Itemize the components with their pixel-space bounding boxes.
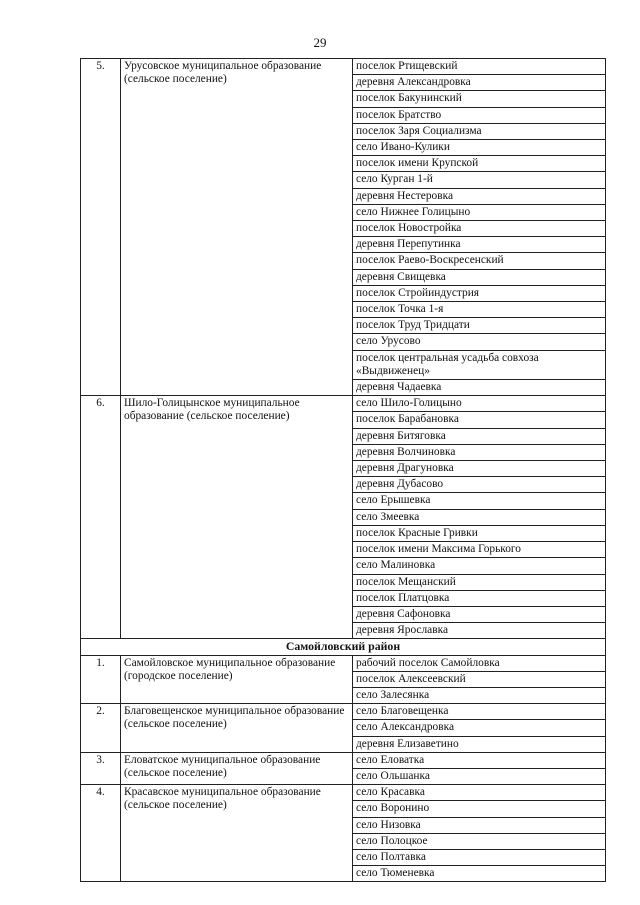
settlement-name: поселок Братство xyxy=(353,107,606,123)
settlement-name: поселок Красные Гривки xyxy=(353,525,606,541)
settlement-name: деревня Свищевка xyxy=(353,269,606,285)
settlement-name: село Ольшанка xyxy=(353,768,606,784)
settlement-name: село Красавка xyxy=(353,785,606,801)
settlement-name: село Залесянка xyxy=(353,687,606,703)
settlement-name: деревня Ярославка xyxy=(353,623,606,639)
settlement-name: село Шило-Голицыно xyxy=(353,396,606,412)
settlement-name: поселок Платцовка xyxy=(353,590,606,606)
settlement-name: поселок Новостройка xyxy=(353,221,606,237)
settlement-name: село Ивано-Кулики xyxy=(353,140,606,156)
settlement-name: село Урусово xyxy=(353,334,606,350)
settlement-name: село Тюменевка xyxy=(353,866,606,882)
municipality-name: Шило-Голицынское муниципальное образование (сельское поселение) xyxy=(121,396,353,639)
settlement-name: поселок имени Максима Горького xyxy=(353,542,606,558)
municipality-number: 1. xyxy=(81,655,121,704)
page-number: 29 xyxy=(313,35,327,50)
municipalities-table xyxy=(80,58,606,882)
settlement-name: деревня Чадаевка xyxy=(353,380,606,396)
settlement-name: село Малиновка xyxy=(353,558,606,574)
settlement-name: деревня Нестеровка xyxy=(353,188,606,204)
municipality-name: Урусовское муниципальное образование (сельское поселение) xyxy=(121,59,353,396)
table-row xyxy=(81,704,606,720)
settlement-name: поселок имени Крупской xyxy=(353,156,606,172)
municipality-number: 2. xyxy=(81,704,121,753)
settlement-name: село Полтавка xyxy=(353,849,606,865)
municipality-name: Еловатское муниципальное образование (сельское поселение) xyxy=(121,752,353,784)
settlement-name: деревня Сафоновка xyxy=(353,606,606,622)
settlement-name: поселок Стройиндустрия xyxy=(353,285,606,301)
settlement-name: деревня Дубасово xyxy=(353,477,606,493)
table-row xyxy=(81,396,606,412)
settlement-name: поселок Труд Тридцати xyxy=(353,318,606,334)
settlement-name: деревня Александровка xyxy=(353,75,606,91)
settlement-name: поселок Мещанский xyxy=(353,574,606,590)
settlement-name: село Александровка xyxy=(353,720,606,736)
municipality-name: Самойловское муниципальное образование (городское поселение) xyxy=(121,655,353,704)
settlement-name: деревня Елизаветино xyxy=(353,736,606,752)
settlement-name: рабочий поселок Самойловка xyxy=(353,655,606,671)
municipality-number: 5. xyxy=(81,59,121,396)
settlement-name: поселок Бакунинский xyxy=(353,91,606,107)
district-row xyxy=(81,639,606,655)
municipality-number: 6. xyxy=(81,396,121,639)
settlement-name: деревня Волчиновка xyxy=(353,444,606,460)
municipality-name: Благовещенское муниципальное образование (сельское поселение) xyxy=(121,704,353,753)
settlement-name: село Воронино xyxy=(353,801,606,817)
district-heading: Самойловский район xyxy=(81,639,606,655)
settlement-name: поселок Ртищевский xyxy=(353,59,606,75)
settlement-name: поселок Точка 1-я xyxy=(353,302,606,318)
settlement-name: село Низовка xyxy=(353,817,606,833)
settlement-name: село Ерышевка xyxy=(353,493,606,509)
settlement-name: село Полоцкое xyxy=(353,833,606,849)
settlement-name: поселок Заря Социализма xyxy=(353,123,606,139)
table-body xyxy=(81,59,606,882)
settlement-name: деревня Перепутинка xyxy=(353,237,606,253)
municipality-number: 4. xyxy=(81,785,121,882)
settlement-name: деревня Битяговка xyxy=(353,428,606,444)
settlement-name: село Еловатка xyxy=(353,752,606,768)
settlement-name: село Курган 1-й xyxy=(353,172,606,188)
settlement-name: поселок Алексеевский xyxy=(353,671,606,687)
settlement-name: село Благовещенка xyxy=(353,704,606,720)
settlement-name: село Змеевка xyxy=(353,509,606,525)
settlement-name: поселок Раево-Воскресенский xyxy=(353,253,606,269)
settlement-name: поселок центральная усадьба совхоза «Выдвиженец» xyxy=(353,350,606,379)
settlement-name: деревня Драгуновка xyxy=(353,461,606,477)
settlement-name: поселок Барабановка xyxy=(353,412,606,428)
table-row xyxy=(81,59,606,75)
municipality-number: 3. xyxy=(81,752,121,784)
table-row xyxy=(81,785,606,801)
municipality-name: Красавское муниципальное образование (сельское поселение) xyxy=(121,785,353,882)
settlement-name: село Нижнее Голицыно xyxy=(353,204,606,220)
table-row xyxy=(81,655,606,671)
table-row xyxy=(81,752,606,768)
